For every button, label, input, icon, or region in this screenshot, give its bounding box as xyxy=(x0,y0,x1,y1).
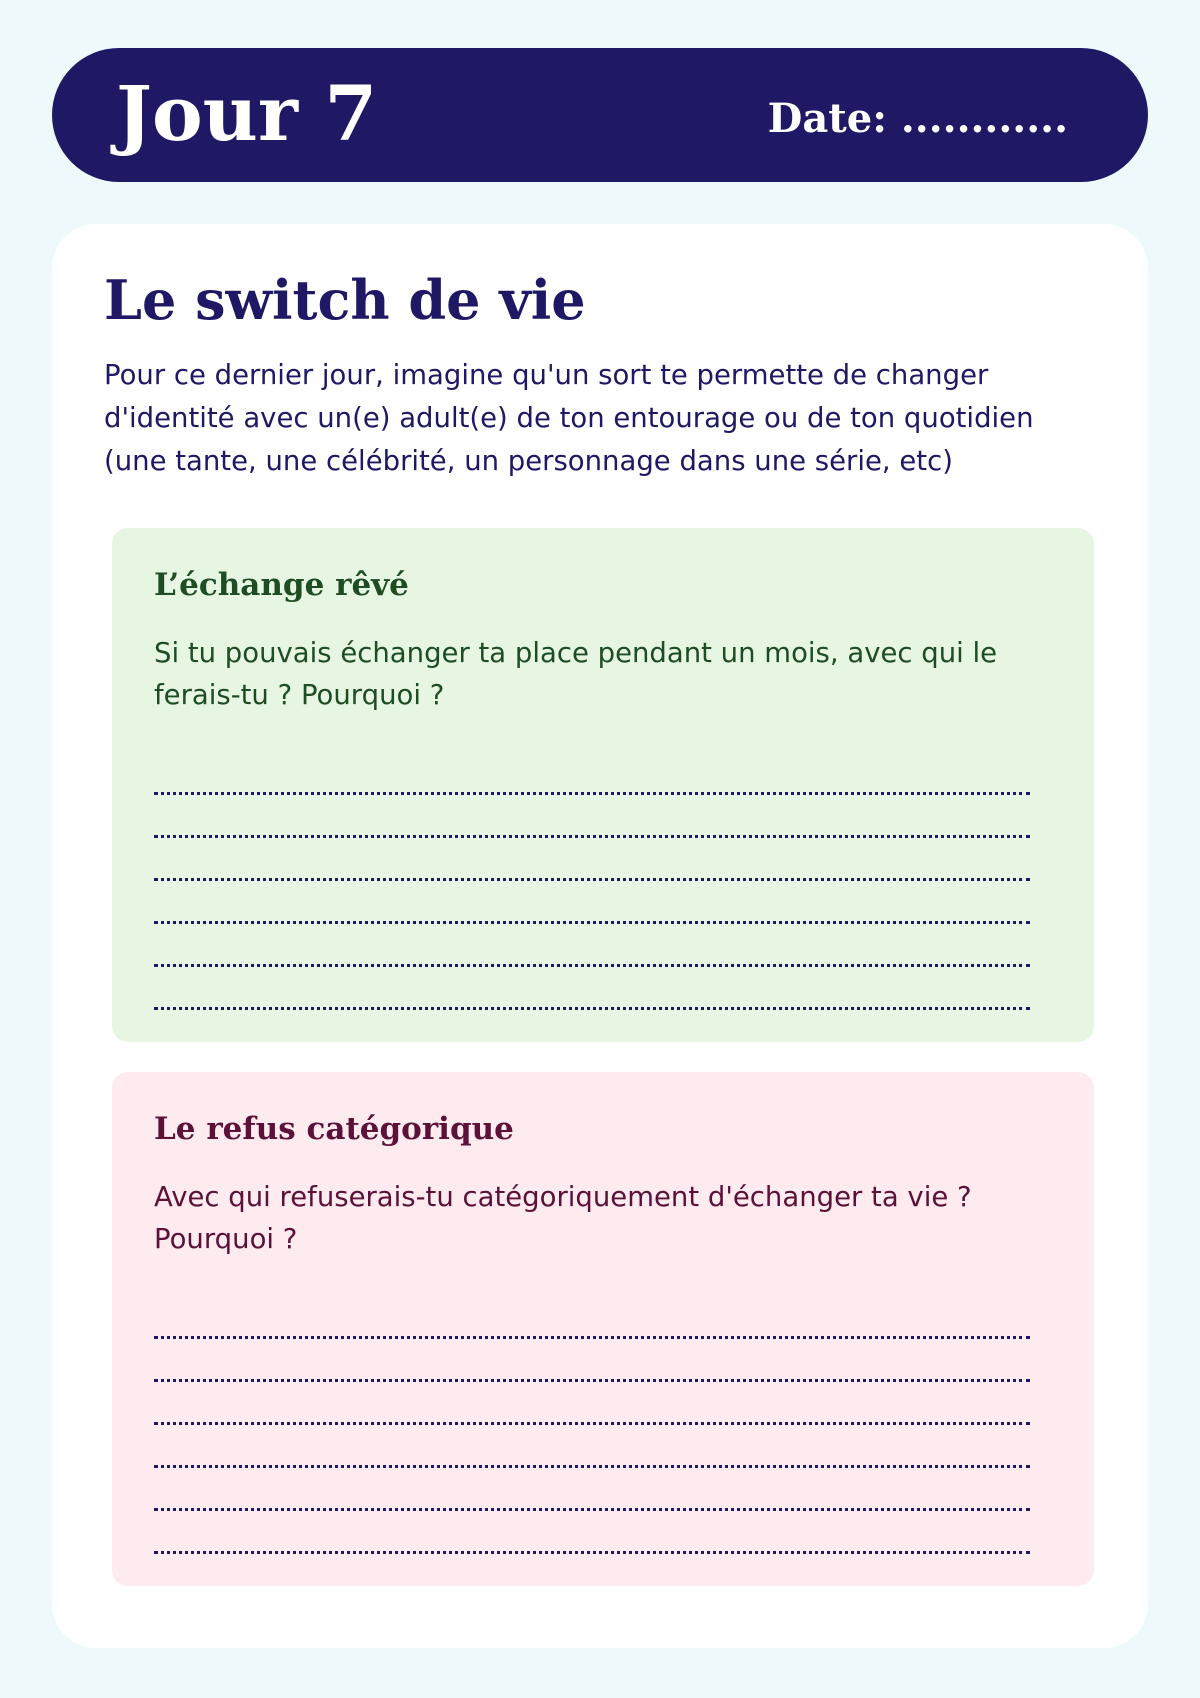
activity-card xyxy=(52,224,1148,1648)
section-question: Avec qui refuserais-tu catégoriquement d'échanger ta vie ? Pourquoi ? xyxy=(154,1181,972,1255)
activity-intro: Pour ce dernier jour, imagine qu'un sort te permette de changer d'identité avec un(e) adult(e) de ton entourage ou de ton quotidien (une tante, une célébrité, un personnage dans une série, etc) xyxy=(104,359,1034,477)
answer-line[interactable] xyxy=(154,795,1030,838)
answer-line[interactable] xyxy=(154,1511,1030,1554)
section-categorical-refusal xyxy=(112,1072,1094,1586)
answer-line[interactable] xyxy=(154,881,1030,924)
answer-line[interactable] xyxy=(154,1425,1030,1468)
day-header-banner xyxy=(52,48,1148,182)
answer-line[interactable] xyxy=(154,838,1030,881)
answer-line[interactable] xyxy=(154,752,1030,795)
answer-line[interactable] xyxy=(154,1468,1030,1511)
section-title: Le refus catégorique xyxy=(154,1111,514,1147)
answer-line[interactable] xyxy=(154,1382,1030,1425)
section-title: L’échange rêvé xyxy=(154,567,409,603)
activity-title: Le switch de vie xyxy=(104,268,586,332)
section-question: Si tu pouvais échanger ta place pendant un mois, avec qui le ferais-tu ? Pourquoi ? xyxy=(154,637,998,711)
answer-lines[interactable] xyxy=(154,1296,1030,1554)
day-title: Jour 7 xyxy=(116,69,378,158)
answer-line[interactable] xyxy=(154,1296,1030,1339)
answer-line[interactable] xyxy=(154,924,1030,967)
section-dream-exchange xyxy=(112,528,1094,1042)
answer-line[interactable] xyxy=(154,967,1030,1010)
answer-line[interactable] xyxy=(154,1339,1030,1382)
date-field[interactable]: Date: ............ xyxy=(767,95,1068,142)
answer-lines[interactable] xyxy=(154,752,1030,1010)
